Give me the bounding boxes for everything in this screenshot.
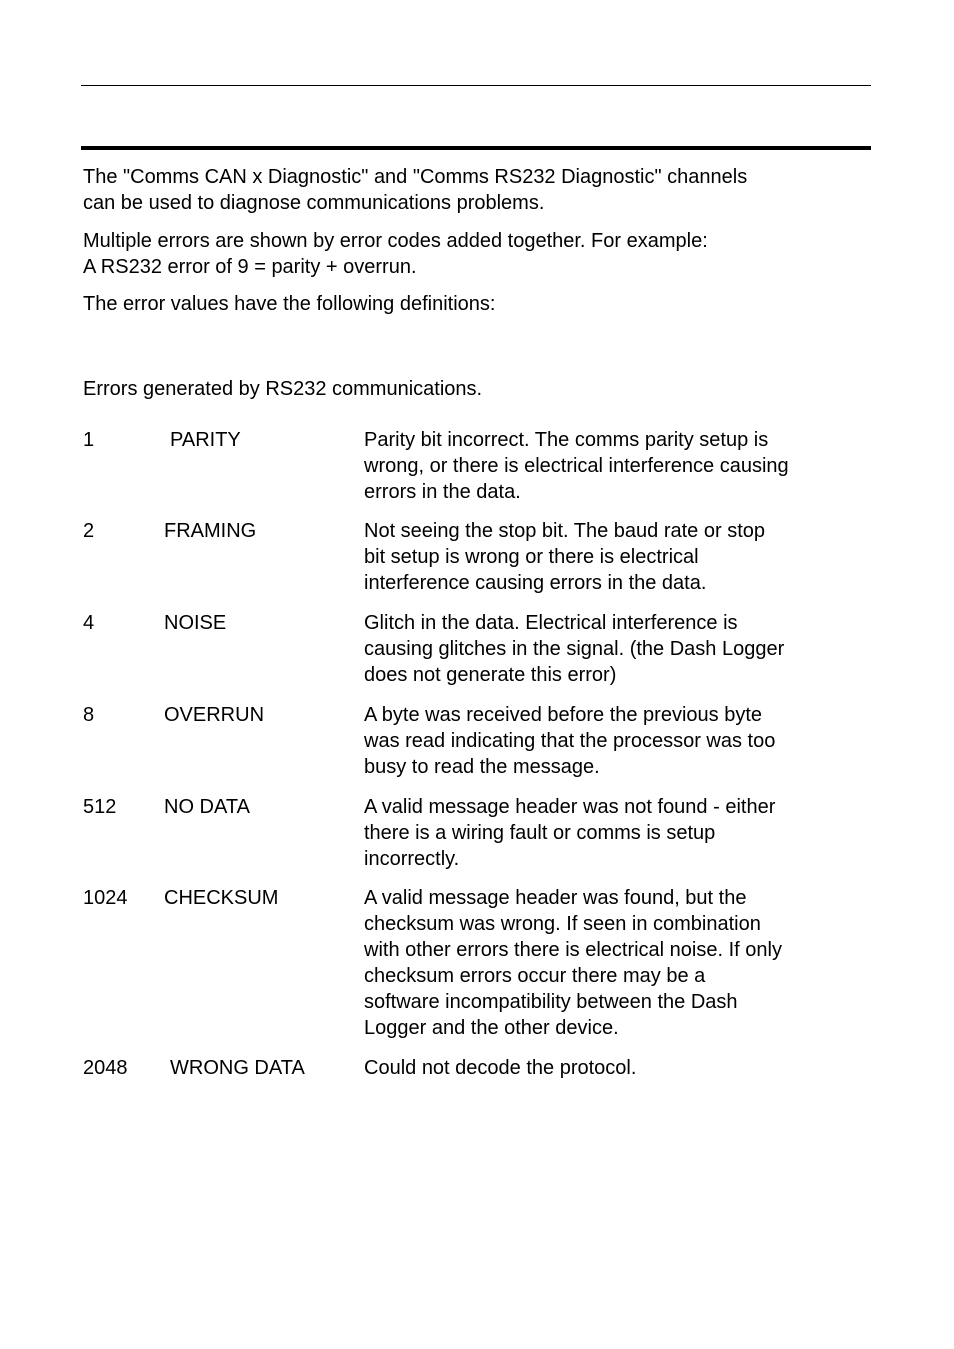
- error-description: [364, 1055, 864, 1081]
- desc-line: bit setup is wrong or there is electrical: [364, 546, 699, 568]
- error-name: OVERRUN: [164, 704, 265, 726]
- section-heading-text: Errors generated by RS232 communications.: [83, 378, 483, 400]
- desc-line: with other errors there is electrical noise. If only: [364, 939, 782, 961]
- error-code: 1: [83, 429, 95, 451]
- header-rule-thick: [81, 146, 871, 150]
- desc-line: Logger and the other device.: [364, 1017, 619, 1039]
- error-name: NO DATA: [164, 796, 250, 818]
- intro-paragraph-3: [83, 291, 873, 317]
- error-code: 512: [83, 796, 117, 818]
- intro-p3-line: The error values have the following definitions:: [83, 293, 496, 315]
- error-description: [364, 885, 864, 1041]
- header-rule-thin: [81, 85, 871, 86]
- error-code: 2: [83, 520, 95, 542]
- desc-line: there is a wiring fault or comms is setup: [364, 822, 716, 844]
- desc-line: Could not decode the protocol.: [364, 1057, 637, 1079]
- intro-p2-line-2: A RS232 error of 9 = parity + overrun.: [83, 256, 417, 278]
- desc-line: does not generate this error): [364, 664, 617, 686]
- desc-line: checksum was wrong. If seen in combination: [364, 913, 761, 935]
- desc-line: wrong, or there is electrical interference causing: [364, 455, 789, 477]
- error-description: [364, 518, 864, 596]
- intro-paragraph-2: [83, 228, 873, 280]
- error-code: 8: [83, 704, 95, 726]
- section-heading: [83, 376, 873, 402]
- desc-line: Parity bit incorrect. The comms parity setup is: [364, 429, 769, 451]
- desc-line: causing glitches in the signal. (the Dash Logger: [364, 638, 785, 660]
- error-name: PARITY: [170, 429, 241, 451]
- error-name: NOISE: [164, 612, 227, 634]
- error-name: FRAMING: [164, 520, 257, 542]
- error-name: WRONG DATA: [170, 1057, 305, 1079]
- desc-line: A valid message header was found, but the: [364, 887, 747, 909]
- error-description: [364, 610, 864, 688]
- desc-line: errors in the data.: [364, 481, 521, 503]
- desc-line: A valid message header was not found - either: [364, 796, 776, 818]
- error-description: [364, 794, 864, 872]
- error-name: CHECKSUM: [164, 887, 279, 909]
- desc-line: was read indicating that the processor was too: [364, 730, 776, 752]
- desc-line: interference causing errors in the data.: [364, 572, 707, 594]
- intro-p2-line-1: Multiple errors are shown by error codes added together. For example:: [83, 230, 708, 252]
- intro-p1-line-2: can be used to diagnose communications problems.: [83, 192, 545, 214]
- error-code: 2048: [83, 1057, 128, 1079]
- desc-line: Glitch in the data. Electrical interference is: [364, 612, 738, 634]
- error-description: [364, 427, 864, 505]
- error-code: 4: [83, 612, 95, 634]
- error-code: 1024: [83, 887, 128, 909]
- desc-line: checksum errors occur there may be a: [364, 965, 706, 987]
- desc-line: incorrectly.: [364, 848, 460, 870]
- desc-line: software incompatibility between the Dash: [364, 991, 738, 1013]
- desc-line: Not seeing the stop bit. The baud rate or stop: [364, 520, 765, 542]
- desc-line: busy to read the message.: [364, 756, 600, 778]
- error-description: [364, 702, 864, 780]
- intro-paragraph-1: [83, 164, 873, 216]
- intro-p1-line-1: The "Comms CAN x Diagnostic" and "Comms RS232 Diagnostic" channels: [83, 166, 748, 188]
- desc-line: A byte was received before the previous byte: [364, 704, 763, 726]
